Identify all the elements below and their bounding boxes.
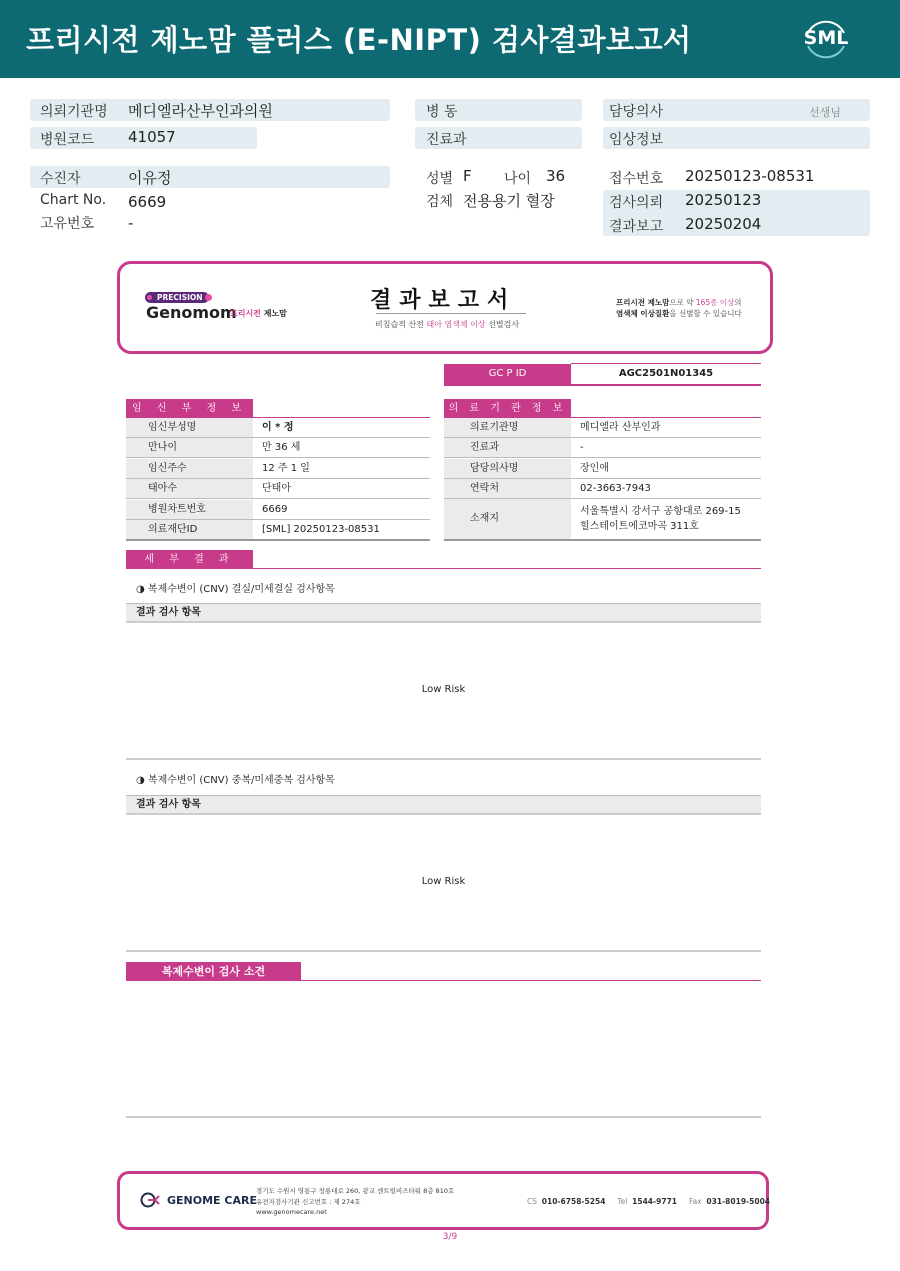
table-row-value: 단태아 — [262, 483, 291, 495]
footer-website[interactable]: www.genomecare.net — [256, 1208, 327, 1216]
opinion-bottom-line — [126, 1116, 761, 1118]
table-row-label: 연락처 — [444, 479, 571, 498]
address-label: 소재지 — [444, 499, 571, 539]
table-row-value: 메디엘라 산부인과 — [580, 422, 661, 433]
table-row-value: - — [580, 442, 584, 454]
sml-logo — [800, 13, 852, 65]
page-number: 3/9 — [442, 1232, 458, 1242]
address-line2: 힐스테이트에코마곡 311호 — [580, 521, 699, 532]
cnv-duplication-bottom-line — [126, 950, 761, 952]
table-row-value: 이 * 정 — [262, 422, 294, 433]
table-row-value: 6669 — [262, 503, 288, 515]
doctor-label: 담당의사 — [609, 104, 664, 120]
patient-row — [30, 166, 390, 188]
request-date-value: 20250123 — [685, 191, 762, 209]
table-row-label: 임신주수 — [126, 459, 253, 478]
opinion-heading-line — [301, 980, 761, 981]
footer-registration: 유전자검사기관 신고번호 : 제 274호 — [256, 1198, 361, 1206]
precision-badge: PRECISION — [145, 292, 209, 303]
pregnant-table-bottom — [126, 539, 430, 541]
age-value: 36 — [546, 167, 566, 185]
cnv-duplication-title: ◑ 복제수변이 (CNV) 중복/미세중복 검사항목 — [136, 775, 335, 786]
cnv-deletion-result: Low Risk — [421, 684, 466, 695]
unique-no-value: - — [128, 214, 134, 232]
gcp-id-label: GC P ID — [444, 364, 571, 384]
gcp-bottom-line — [444, 384, 761, 386]
results-heading-line — [253, 568, 761, 569]
table-row-value: 장인애 — [580, 462, 609, 474]
sex-label: 성별 — [426, 171, 454, 187]
receipt-no-label: 접수번호 — [609, 171, 664, 187]
hospital-code-value: 41057 — [128, 128, 176, 146]
report-date-value: 20250204 — [685, 215, 762, 233]
precision-dot-right — [205, 294, 212, 301]
report-subtitle: 비침습적 산전 태아 염색체 이상 선별검사 — [375, 320, 520, 329]
patient-label: 수진자 — [40, 171, 81, 187]
cnv-deletion-bottom-line — [126, 758, 761, 760]
cnv-duplication-column: 결과 검사 항목 — [126, 795, 761, 815]
table-row-value: [SML] 20250123-08531 — [262, 524, 380, 535]
age-label: 나이 — [504, 171, 532, 187]
institution-label: 의뢰기관명 — [40, 104, 108, 120]
table-row-label: 태아수 — [126, 479, 253, 498]
footer-address: 경기도 수원시 영통구 창룡대로 260, 광교 센트럴비즈타워 8층 810호 — [256, 1187, 455, 1195]
table-row-value: 02-3663-7943 — [580, 483, 651, 495]
doctor-suffix: 선생님 — [809, 106, 841, 119]
report-note-line1: 프리시전 제노맘으로 약 165종 이상의 — [616, 298, 742, 307]
footer-contacts: CS 010-6758-5254 Tel 1544-9771 Fax 031-8019-5004 — [527, 1197, 771, 1206]
report-note-line2: 염색체 이상질환을 선별할 수 있습니다 — [616, 309, 742, 318]
page-title: 프리시전 제노맘 플러스 (E-NIPT) 검사결과보고서 — [26, 23, 692, 57]
table-row-value: 12 주 1 일 — [262, 462, 310, 474]
institution-value: 메디엘라산부인과의원 — [128, 102, 273, 120]
precision-dot-left — [147, 295, 152, 300]
genomom-logo: Genomom — [146, 303, 237, 322]
results-heading: 세 부 결 과 — [126, 550, 253, 569]
unique-no-label: 고유번호 — [40, 216, 95, 232]
gcp-id-value: AGC2501N01345 — [618, 368, 714, 379]
table-row-label: 병원차트번호 — [126, 500, 253, 519]
report-title: 결과보고서 — [370, 288, 517, 313]
table-row-label: 의료기관명 — [444, 418, 571, 437]
table-row-value: 만 36 세 — [262, 442, 301, 454]
sml-logo-text: SML — [803, 27, 849, 49]
genome-care-icon — [140, 1192, 164, 1208]
report-date-label: 결과보고 — [609, 219, 664, 235]
specimen-value: 전용용기 혈장 — [463, 192, 555, 210]
genome-care-logo: GENOME CARE — [167, 1194, 257, 1207]
genomom-subtitle: 프리시전 제노맘 — [230, 309, 287, 318]
pregnant-info-heading: 임 신 부 정 보 — [126, 399, 253, 418]
institution-table-bottom — [444, 539, 761, 541]
chart-no-label: Chart No. — [40, 192, 107, 208]
sex-value: F — [463, 167, 472, 185]
department-label: 진료과 — [426, 132, 467, 148]
table-row-label: 임신부성명 — [126, 418, 253, 437]
table-row-label: 담당의사명 — [444, 459, 571, 478]
specimen-label: 검체 — [426, 194, 454, 210]
institution-info-heading: 의 료 기 관 정 보 — [444, 399, 571, 418]
cnv-deletion-column: 결과 검사 항목 — [126, 603, 761, 623]
cnv-deletion-title: ◑ 복제수변이 (CNV) 결실/미세결실 검사항목 — [136, 584, 335, 595]
hospital-code-label: 병원코드 — [40, 132, 95, 148]
cnv-duplication-result: Low Risk — [421, 876, 466, 887]
address-line1: 서울특별시 강서구 공항대로 269-15 — [580, 506, 741, 517]
clinical-info-label: 임상정보 — [609, 132, 664, 148]
table-row-label: 진료과 — [444, 438, 571, 457]
receipt-no-value: 20250123-08531 — [685, 167, 815, 185]
ward-label: 병 동 — [426, 104, 458, 120]
table-row-label: 만나이 — [126, 438, 253, 457]
table-row-label: 의료재단ID — [126, 520, 253, 539]
chart-no-value: 6669 — [128, 193, 167, 211]
opinion-heading: 복제수변이 검사 소견 — [126, 962, 301, 981]
patient-name: 이유정 — [128, 169, 172, 187]
report-title-underline — [376, 313, 526, 314]
request-date-label: 검사의뢰 — [609, 195, 664, 211]
